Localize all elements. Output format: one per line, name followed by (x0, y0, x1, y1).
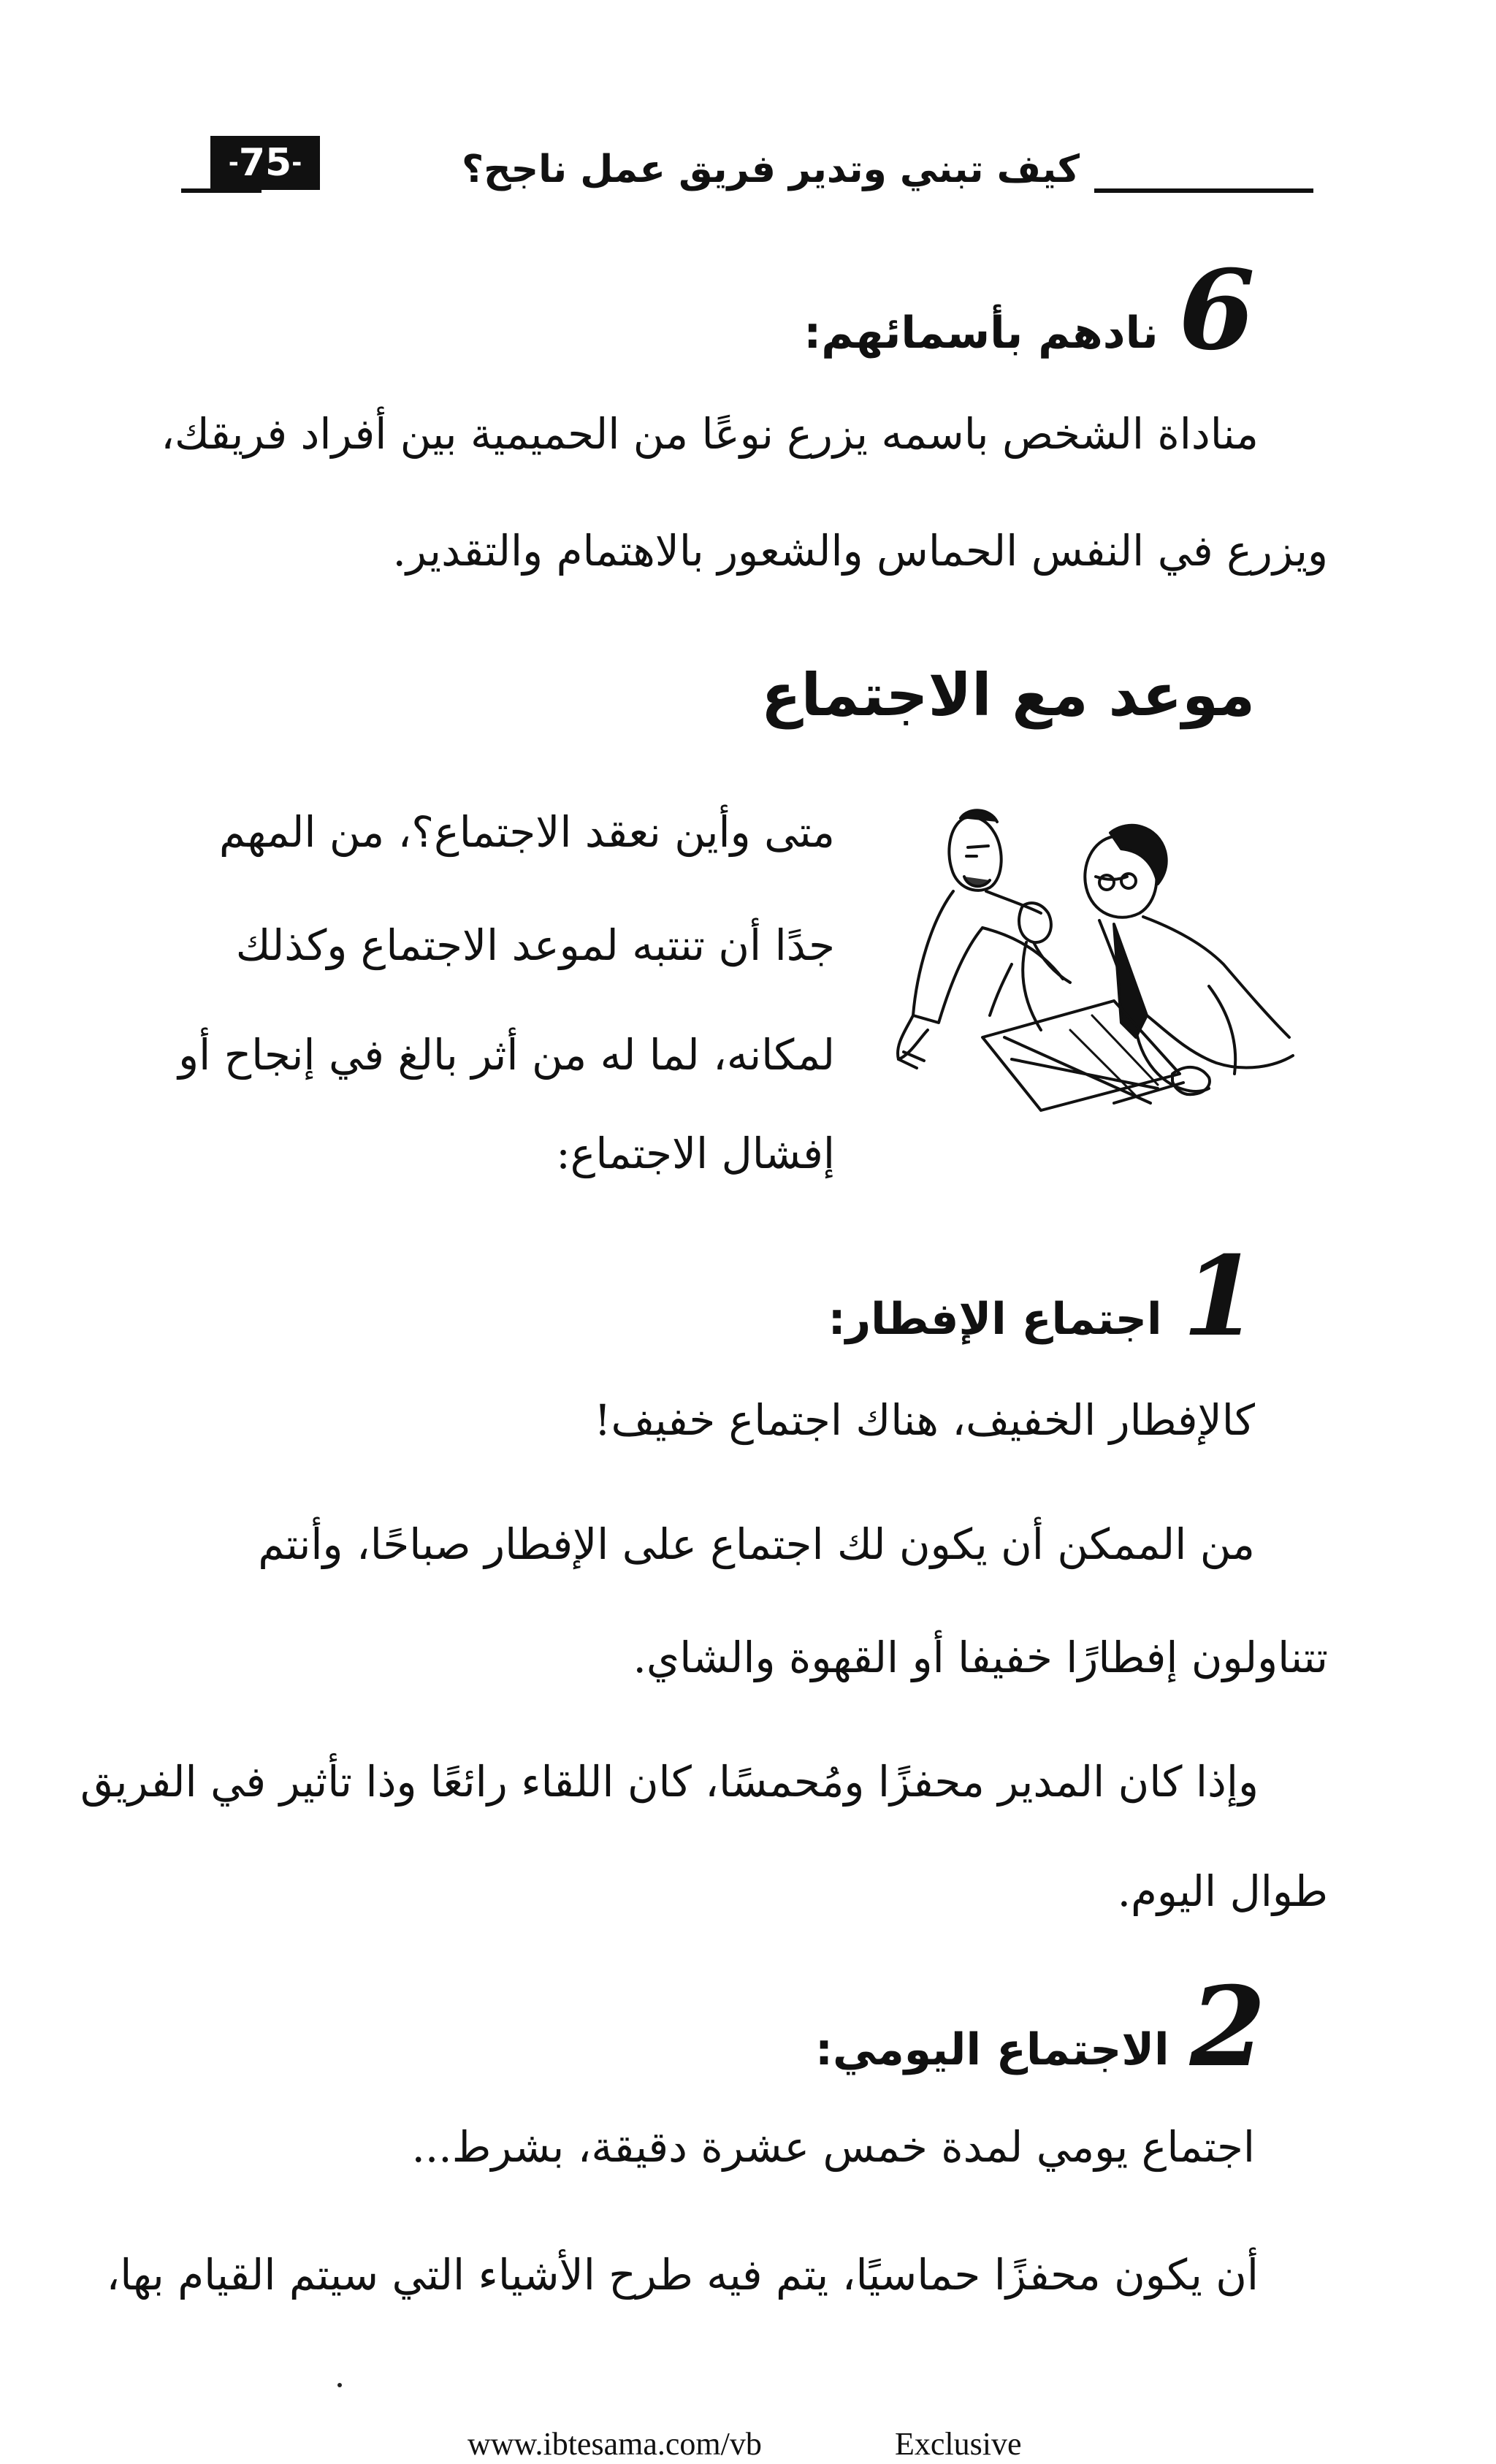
paragraph-line: أن يكون محفزًا حماسيًا، يتم فيه طرح الأشياء التي سيتم القيام بها، (106, 2250, 1259, 2300)
item-2-heading (814, 1963, 1266, 2091)
paragraph-line: تتناولون إفطارًا خفيفا أو القهوة والشاي. (633, 1633, 1328, 1682)
people-meeting-illustration (895, 796, 1304, 1132)
tip-title: نادهم بأسمائهم: (804, 308, 1159, 359)
paragraph-line: وإذا كان المدير محفزًا ومُحمسًا، كان اللقاء رائعًا وذا تأثير في الفريق (80, 1757, 1259, 1807)
paragraph-line: من الممكن أن يكون لك اجتماع على الإفطار صباحًا، وأنتم (258, 1519, 1255, 1569)
item-title: اجتماع الإفطار: (828, 1294, 1162, 1345)
book-title: كيف تبني وتدير فريق عمل ناجح؟ (461, 148, 1080, 191)
footer-url: www.ibtesama.com/vb (468, 2426, 762, 2462)
paragraph-line: متى وأين نعقد الاجتماع؟، من المهم (218, 807, 835, 857)
page-number: 75 (238, 141, 292, 185)
paragraph-line: اجتماع يومي لمدة خمس عشرة دقيقة، بشرط... (411, 2122, 1255, 2172)
paragraph-line: إفشال الاجتماع: (556, 1129, 835, 1178)
footer-tag: Exclusive (895, 2426, 1022, 2462)
tip-6-heading (804, 246, 1255, 375)
paragraph-line: جدًا أن تنتبه لموعد الاجتماع وكذلك (235, 920, 835, 970)
paragraph-line: مناداة الشخص باسمه يزرع نوعًا من الحميمية بين أفراد فريقك، (161, 409, 1259, 459)
header-rule-right (1094, 188, 1313, 193)
paragraph-line: كالإفطار الخفيف، هناك اجتماع خفيف! (594, 1395, 1255, 1445)
section-title: موعد مع الاجتماع (760, 661, 1255, 729)
item-number: 1 (1182, 1232, 1259, 1361)
running-header (181, 131, 1313, 205)
item-number: 2 (1189, 1963, 1266, 2091)
item-1-heading (828, 1232, 1259, 1361)
stray-mark (337, 2383, 342, 2387)
page-number-badge: -75- (210, 136, 320, 190)
tip-number: 6 (1178, 246, 1255, 375)
paragraph-line: لمكانه، لما له من أثر بالغ في إنجاح أو (178, 1030, 835, 1080)
item-title: الاجتماع اليومي: (814, 2024, 1169, 2075)
paragraph-line: طوال اليوم. (1117, 1866, 1328, 1916)
paragraph-line: ويزرع في النفس الحماس والشعور بالاهتمام والتقدير. (392, 526, 1328, 576)
